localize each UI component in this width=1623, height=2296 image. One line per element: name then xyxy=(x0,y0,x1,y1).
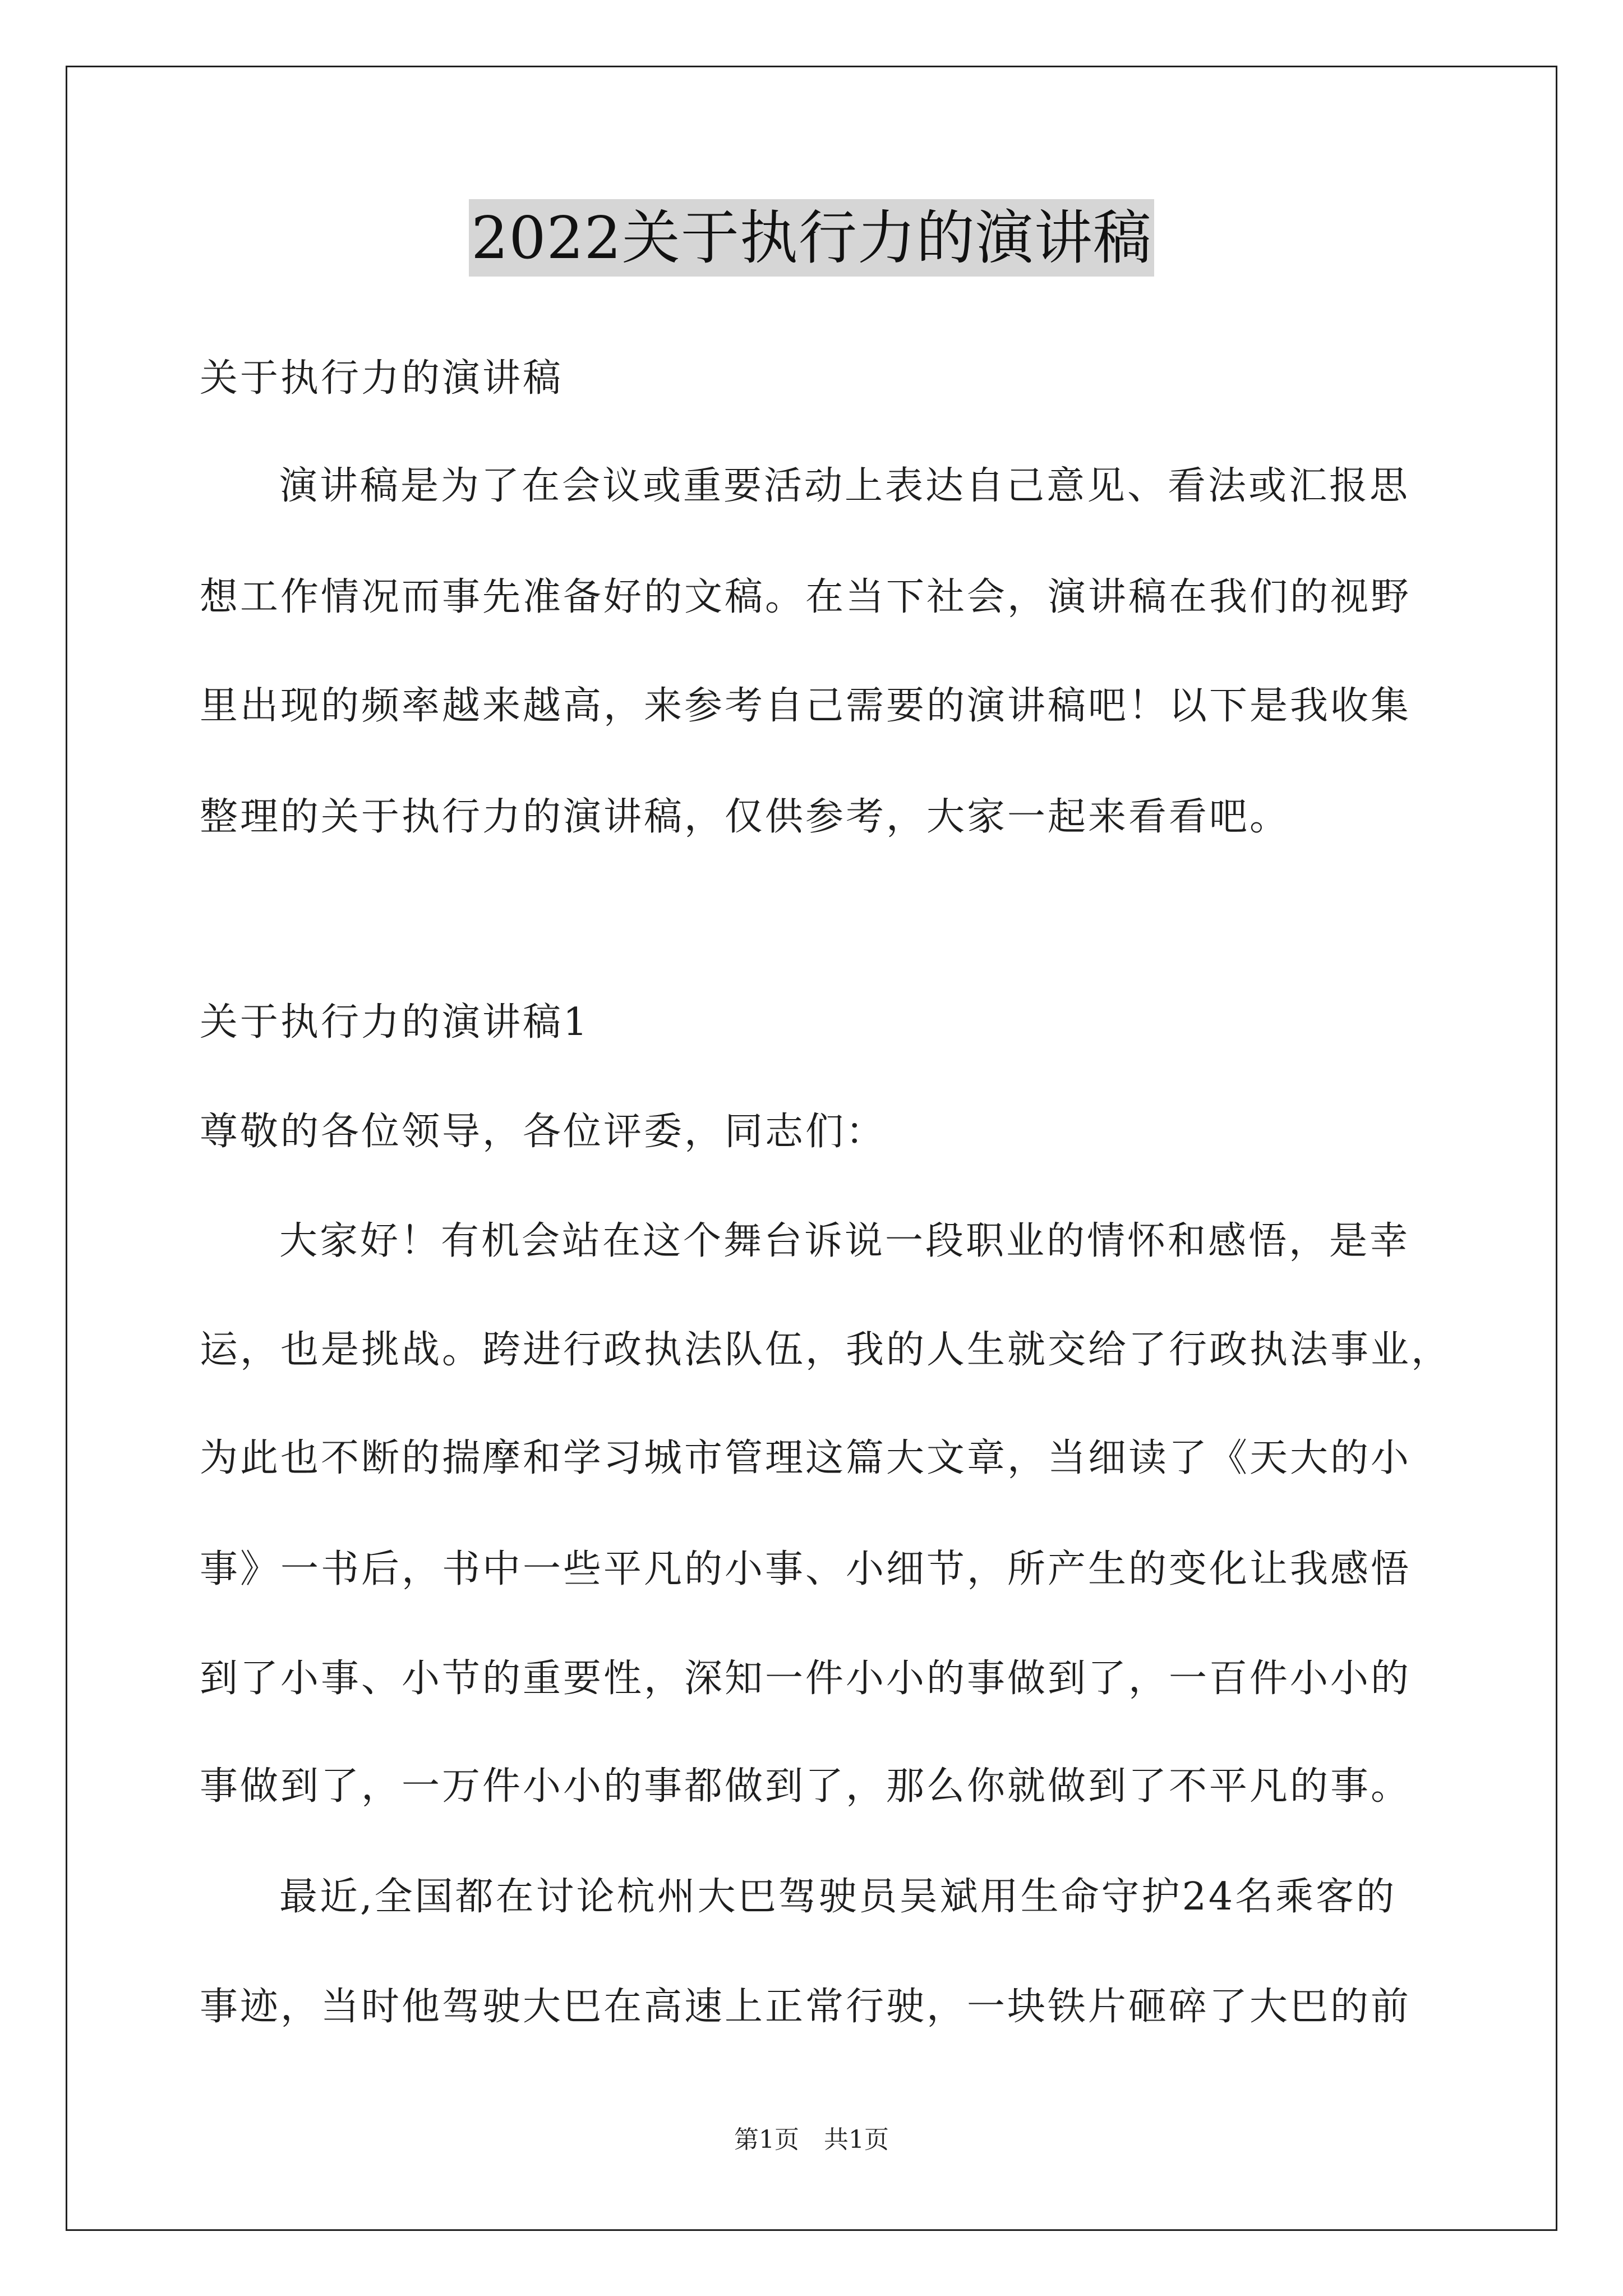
paragraph-line: 运，也是挑战。跨进行政执法队伍，我的人生就交给了行政执法事业， xyxy=(200,1328,1452,1372)
paragraph-line: 事》一书后，书中一些平凡的小事、小细节，所产生的变化让我感悟 xyxy=(200,1547,1412,1591)
paragraph-line: 事做到了，一万件小小的事都做到了，那么你就做到了不平凡的事。 xyxy=(200,1764,1412,1809)
paragraph-line: 到了小事、小节的重要性，深知一件小小的事做到了，一百件小小的 xyxy=(200,1657,1412,1701)
intro-line: 里出现的频率越来越高，来参考自己需要的演讲稿吧！以下是我收集 xyxy=(200,684,1412,728)
page-footer: 第1页 共1页 xyxy=(734,2125,889,2154)
paragraph-line: 为此也不断的揣摩和学习城市管理这篇大文章，当细读了《天大的小 xyxy=(200,1436,1412,1480)
paragraph-line: 事迹，当时他驾驶大巴在高速上正常行驶，一块铁片砸碎了大巴的前 xyxy=(200,1985,1412,2029)
paragraph-line: 最近,全国都在讨论杭州大巴驾驶员吴斌用生命守护24名乘客的 xyxy=(279,1875,1397,1919)
intro-line: 整理的关于执行力的演讲稿，仅供参考，大家一起来看看吧。 xyxy=(200,795,1290,839)
intro-line: 演讲稿是为了在会议或重要活动上表达自己意见、看法或汇报思 xyxy=(279,464,1410,508)
heading: 关于执行力的演讲稿 xyxy=(200,356,564,401)
title-container xyxy=(0,199,1623,277)
salutation: 尊敬的各位领导，各位评委，同志们： xyxy=(200,1110,887,1154)
paragraph-line: 大家好！有机会站在这个舞台诉说一段职业的情怀和感悟，是幸 xyxy=(279,1219,1410,1263)
document-title: 2022关于执行力的演讲稿 xyxy=(469,199,1154,277)
section-heading: 关于执行力的演讲稿1 xyxy=(200,1000,590,1045)
intro-line: 想工作情况而事先准备好的文稿。在当下社会，演讲稿在我们的视野 xyxy=(200,575,1412,619)
